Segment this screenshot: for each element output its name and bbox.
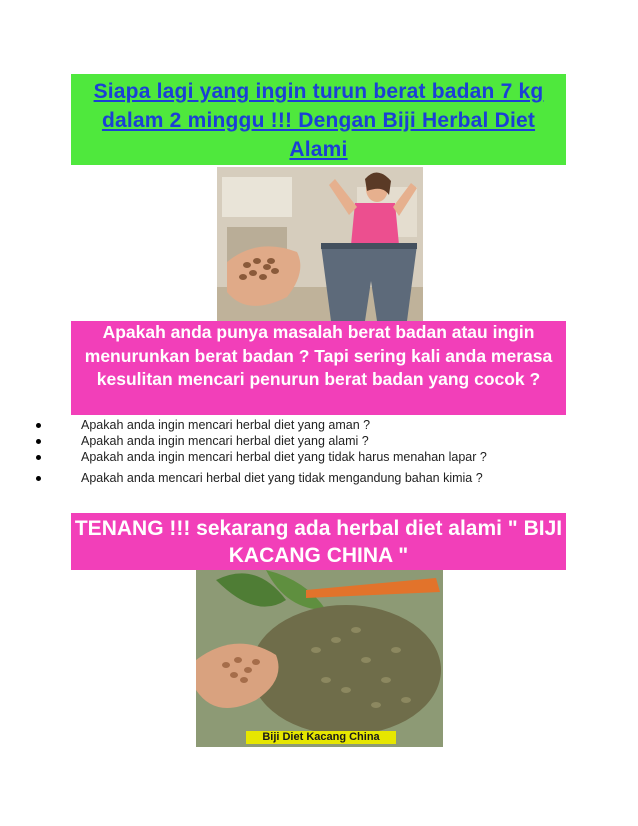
list-item-text: Apakah anda ingin mencari herbal diet yang alami ? [81,434,369,448]
list-item [36,433,566,449]
question-box [71,321,566,415]
list-item [36,470,566,486]
seeds-photo-illustration [196,570,443,747]
list-item-text: Apakah anda ingin mencari herbal diet yang tidak harus menahan lapar ? [81,450,487,464]
tenang-text: TENANG !!! sekarang ada herbal diet alami " BIJI KACANG CHINA " [74,517,563,567]
kacang-china-seeds-photo [196,570,443,747]
woman-photo-illustration [217,167,423,321]
question-text: Apakah anda punya masalah berat badan atau ingin menurunkan berat badan ? Tapi sering kali anda merasa kesulitan mencari penurun berat badan yang cocok ? [84,322,553,389]
photo-caption: Biji Diet Kacang China [246,731,396,744]
headline-link[interactable]: Siapa lagi yang ingin turun berat badan 7 kg dalam 2 minggu !!! Dengan Biji Herbal Diet Alami [93,80,544,161]
bullet-icon [36,455,41,460]
bullet-icon [36,423,41,428]
list-item [36,449,566,465]
question-bullet-list [36,417,566,486]
headline-banner [71,74,566,165]
bullet-icon [36,439,41,444]
list-item-text: Apakah anda mencari herbal diet yang tidak mengandung bahan kimia ? [81,471,483,485]
list-item-text: Apakah anda ingin mencari herbal diet yang aman ? [81,418,371,432]
tenang-box [71,513,566,570]
bullet-icon [36,476,41,481]
list-item [36,417,566,433]
woman-weight-loss-photo [217,167,423,321]
